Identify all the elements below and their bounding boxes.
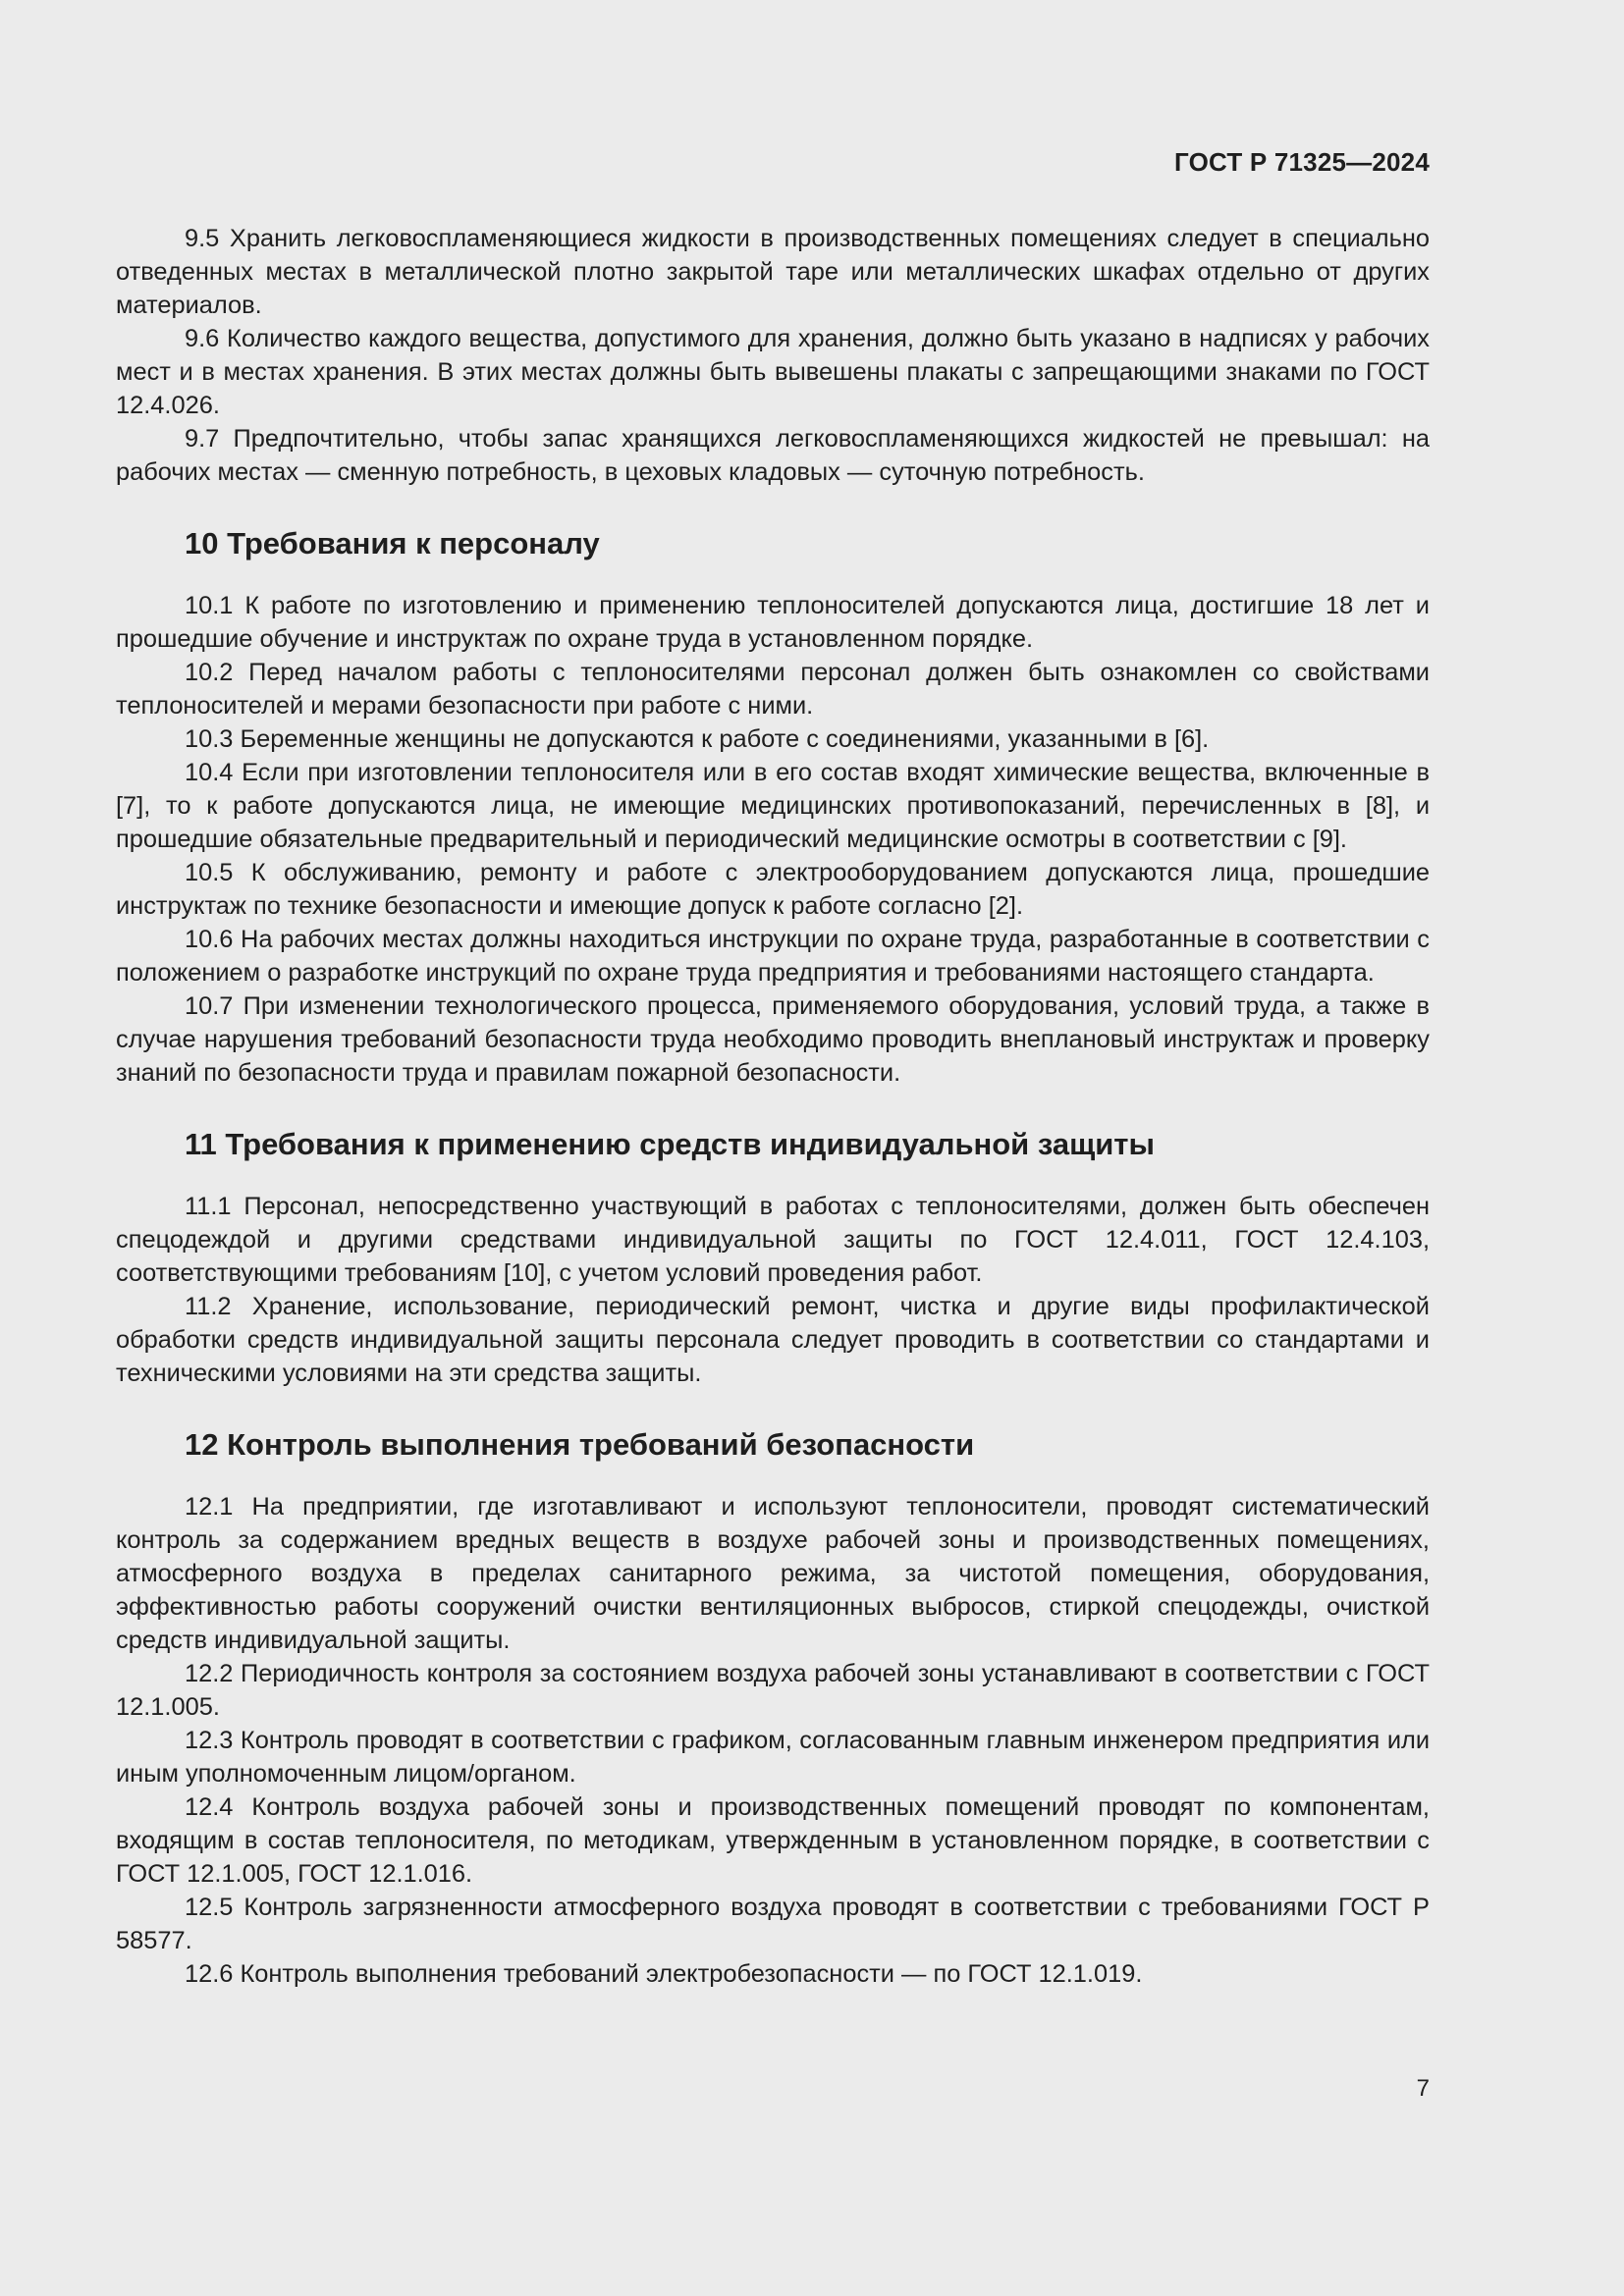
paragraph-12-2: 12.2 Периодичность контроля за состоянием воздуха рабочей зоны устанавливают в соответствии с ГОСТ 12.1.005. xyxy=(116,1660,1430,1721)
paragraph-12-6: 12.6 Контроль выполнения требований электробезопасности — по ГОСТ 12.1.019. xyxy=(185,1960,1143,1988)
paragraph-12-4: 12.4 Контроль воздуха рабочей зоны и производственных помещений проводят по компонентам, входящим в состав теплоносителя, по методикам, утвержденным в установленном порядке, в соответствии с ГОСТ 12.1.005, ГОСТ 12.1.016. xyxy=(116,1793,1430,1888)
paragraph-10-7: 10.7 При изменении технологического процесса, применяемого оборудования, условий труда, а также в случае нарушения требований безопасности труда необходимо проводить внеплановый инструктаж и проверку знаний по безопасности труда и правилам пожарной безопасности. xyxy=(116,992,1430,1087)
paragraph-11-1: 11.1 Персонал, непосредственно участвующий в работах с теплоносителями, должен быть обеспечен спецодеждой и другими средствами индивидуальной защиты по ГОСТ 12.4.011, ГОСТ 12.4.103, соответствующими требованиям [10], с учетом условий проведения работ. xyxy=(116,1193,1430,1287)
document-code: ГОСТ Р 71325—2024 xyxy=(1174,147,1430,177)
paragraph-10-6: 10.6 На рабочих местах должны находиться инструкции по охране труда, разработанные в соответствии с положением о разработке инструкций по охране труда предприятия и требованиями настоящего стандарта. xyxy=(116,926,1430,987)
section-heading-10: 10 Требования к персоналу xyxy=(185,526,600,561)
document-body xyxy=(116,222,1430,1991)
paragraph-9-6: 9.6 Количество каждого вещества, допустимого для хранения, должно быть указано в надписях у рабочих мест и в местах хранения. В этих местах должны быть вывешены плакаты с запрещающими знаками по ГОСТ 12.4.026. xyxy=(116,325,1430,419)
paragraph-12-1: 12.1 На предприятии, где изготавливают и используют теплоносители, проводят систематический контроль за содержанием вредных веществ в воздухе рабочей зоны и производственных помещениях, атмосферного воздуха в пределах санитарного режима, за чистотой помещения, оборудования, эффективностью работы сооружений очистки вентиляционных выбросов, стиркой спецодежды, очисткой средств индивидуальной защиты. xyxy=(116,1493,1430,1654)
paragraph-11-2: 11.2 Хранение, использование, периодический ремонт, чистка и другие виды профилактической обработки средств индивидуальной защиты персонала следует проводить в соответствии со стандартами и техническими условиями на эти средства защиты. xyxy=(116,1293,1430,1387)
paragraph-10-2: 10.2 Перед началом работы с теплоносителями персонал должен быть ознакомлен со свойствами теплоносителей и мерами безопасности при работе с ними. xyxy=(116,659,1430,720)
paragraph-12-5: 12.5 Контроль загрязненности атмосферного воздуха проводят в соответствии с требованиями ГОСТ Р 58577. xyxy=(116,1894,1430,1954)
page-number: 7 xyxy=(1416,2075,1430,2102)
paragraph-10-1: 10.1 К работе по изготовлению и применению теплоносителей допускаются лица, достигшие 18 лет и прошедшие обучение и инструктаж по охране труда в установленном порядке. xyxy=(116,592,1430,653)
paragraph-10-5: 10.5 К обслуживанию, ремонту и работе с электрооборудованием допускаются лица, прошедшие инструктаж по технике безопасности и имеющие допуск к работе согласно [2]. xyxy=(116,859,1430,920)
section-heading-11: 11 Требования к применению средств индивидуальной защиты xyxy=(185,1127,1155,1161)
paragraph-9-7: 9.7 Предпочтительно, чтобы запас хранящихся легковоспламеняющихся жидкостей не превышал: на рабочих местах — сменную потребность, в цеховых кладовых — суточную потребность. xyxy=(116,425,1430,486)
section-heading-12: 12 Контроль выполнения требований безопасности xyxy=(185,1427,975,1462)
paragraph-10-4: 10.4 Если при изготовлении теплоносителя или в его состав входят химические вещества, включенные в [7], то к работе допускаются лица, не имеющие медицинских противопоказаний, перечисленных в [8], и прошедшие обязательные предварительный и периодический медицинские осмотры в соответствии с [9]. xyxy=(116,759,1430,853)
paragraph-9-5: 9.5 Хранить легковоспламеняющиеся жидкости в производственных помещениях следует в специально отведенных местах в металлической плотно закрытой таре или металлических шкафах отдельно от других материалов. xyxy=(116,225,1430,319)
paragraph-12-3: 12.3 Контроль проводят в соответствии с графиком, согласованным главным инженером предприятия или иным уполномоченным лицом/органом. xyxy=(116,1727,1430,1788)
paragraph-10-3: 10.3 Беременные женщины не допускаются к работе с соединениями, указанными в [6]. xyxy=(185,725,1210,753)
